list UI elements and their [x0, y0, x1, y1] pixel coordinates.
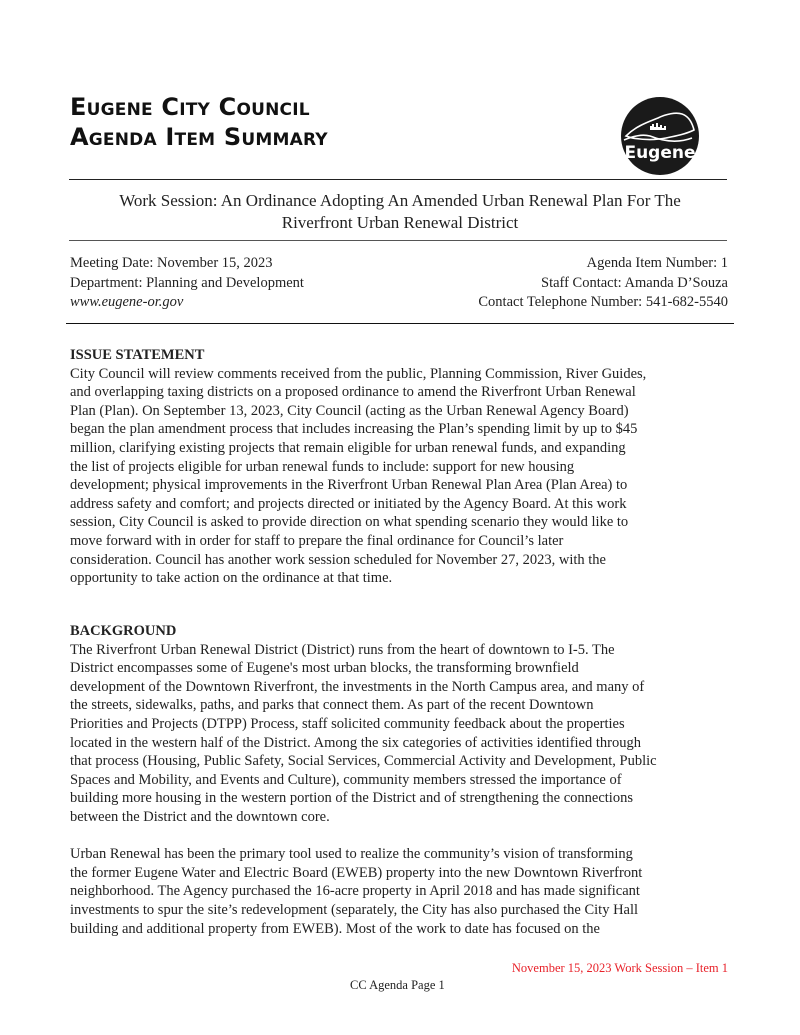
staff-contact: Staff Contact: Amanda D’Souza	[541, 274, 728, 291]
divider-middle	[69, 240, 727, 241]
agenda-item-subject: Work Session: An Ordinance Adopting An Amended Urban Renewal Plan For The Riverfront Urban Renewal District	[119, 191, 681, 232]
meeting-meta-right	[478, 254, 728, 313]
issue-statement-section	[70, 346, 734, 588]
contact-phone: Contact Telephone Number: 541-682-5540	[478, 294, 728, 310]
website-link[interactable]: www.eugene-or.gov	[70, 294, 184, 310]
logo-text: Eugene	[624, 143, 696, 163]
background-paragraph-1: The Riverfront Urban Renewal District (District) runs from the heart of downtown to I-5. The District encompasses some of Eugene's most urban blocks, the transforming brownfield development of the Downtown Riverfront, the investments in the North Campus area, and many of the streets, sidewalks, paths, and parks that connect them. As part of the recent Downtown Priorities and Projects (DTPP) Process, staff solicited community feedback about the properties located in the western half of the District. Among the six categories of activities identified through that process (Housing, Public Safety, Social Services, Commercial Activity and Development, Public Spaces and Mobility, and Events and Culture), community members stressed the importance of building more housing in the western portion of the District and of strengthening the connections between the District and the downtown core.	[70, 641, 657, 825]
footer-page-number: CC Agenda Page 1	[350, 978, 445, 992]
meeting-meta-left	[70, 254, 304, 313]
background-paragraph-2: Urban Renewal has been the primary tool used to realize the community’s vision of transforming the former Eugene Water and Electric Board (EWEB) property into the new Downtown Riverfront neighborhood. The Agency purchased the 16-acre property in April 2018 and has made significant investments to spur the site’s redevelopment (separately, the City has also purchased the City Hall building and additional property from EWEB). Most of the work to date has focused on the	[70, 846, 643, 937]
background-section	[70, 622, 734, 938]
meeting-date: Meeting Date: November 15, 2023	[70, 255, 273, 271]
agenda-item-number: Agenda Item Number: 1	[586, 255, 728, 271]
department: Department: Planning and Development	[70, 274, 304, 291]
eugene-city-logo-icon	[620, 96, 700, 176]
footer-work-session-label: November 15, 2023 Work Session – Item 1	[511, 961, 728, 975]
issue-statement-heading: ISSUE STATEMENT	[70, 347, 205, 363]
issue-statement-body: City Council will review comments received from the public, Planning Commission, River Guides, and overlapping taxing districts on a proposed ordinance to amend the Riverfront Urban Renewal Plan (Plan). On September 13, 2023, City Council (acting as the Urban Renewal Agency Board) began the plan amendment process that includes increasing the Plan’s spending limit by up to $45 million, clarifying existing projects that remain eligible for urban renewal funds, and expanding the list of projects eligible for urban renewal funds to include: support for new housing development; physical improvements in the Riverfront Urban Renewal Plan Area (Plan Area) to address safety and comfort; and projects directed or initiated by the Agency Board. At this work session, City Council is asked to provide direction on what spending scenario they would like to move forward with in order for staff to prepare the final ordinance for Council’s later consideration. Council has another work session scheduled for November 27, 2023, with the opportunity to take action on the ordinance at that time.	[70, 365, 647, 587]
document-title	[70, 92, 328, 152]
divider-bottom	[66, 323, 734, 324]
title-line-2: Agenda Item Summary	[70, 123, 328, 151]
divider-top	[69, 179, 727, 180]
title-line-1: Eugene City Council	[70, 93, 310, 121]
background-heading: BACKGROUND	[70, 623, 177, 639]
